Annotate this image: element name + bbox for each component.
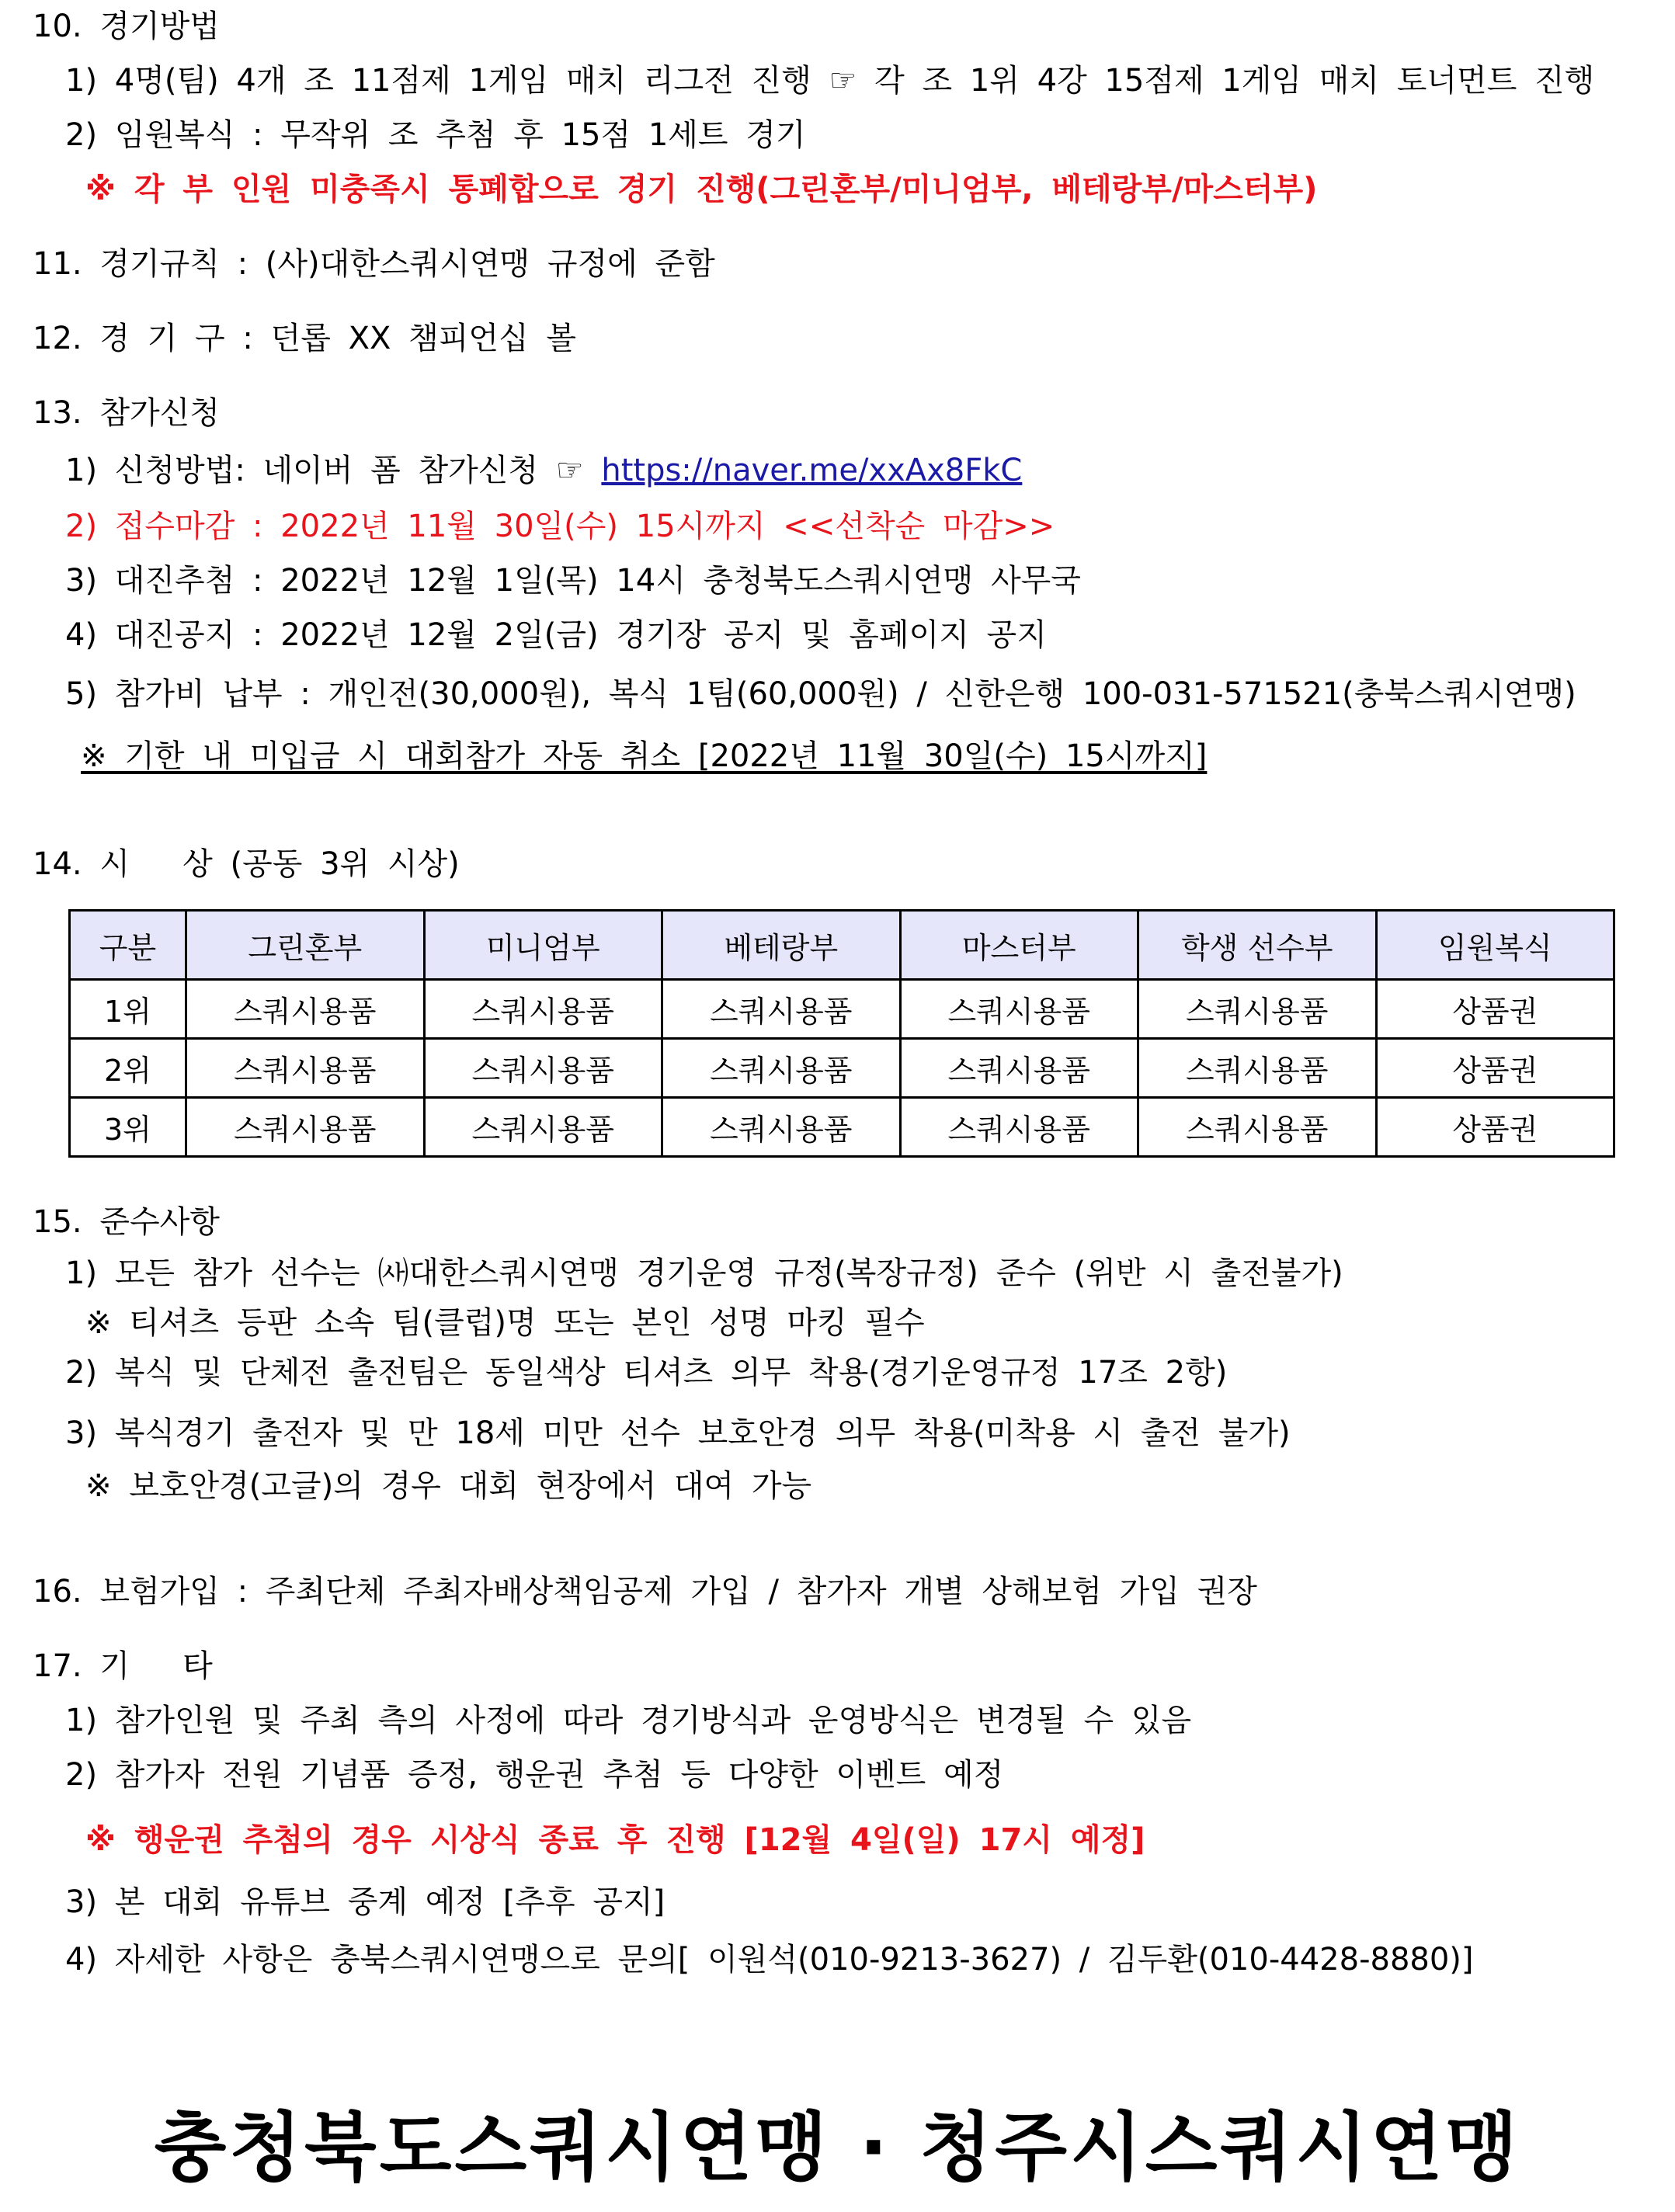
table-cell: 스쿼시용품	[900, 980, 1138, 1039]
section-10-note: ※ 각 부 인원 미충족시 통폐합으로 경기 진행(그린혼부/미니엄부, 베테랑부/마스터부)	[85, 172, 1318, 207]
section-17-title: 17. 기 타	[33, 1648, 213, 1684]
section-12-title: 12. 경 기 구 : 던롭 XX 챔피언십 볼	[33, 321, 577, 356]
section-17-item-4: 4) 자세한 사항은 충북스쿼시연맹으로 문의[ 이원석(010-9213-3627) / 김두환(010-4428-8880)]	[65, 1942, 1474, 1978]
section-15-item-3: 3) 복식경기 출전자 및 만 18세 미만 선수 보호안경 의무 착용(미착용 시 출전 불가)	[65, 1415, 1291, 1451]
table-cell: 스쿼시용품	[186, 1098, 425, 1157]
section-17-item-3: 3) 본 대회 유튜브 중계 예정 [추후 공지]	[65, 1884, 665, 1920]
section-15-note-2: ※ 보호안경(고글)의 경우 대회 현장에서 대여 가능	[85, 1468, 812, 1504]
section-13-note: ※ 기한 내 미입금 시 대회참가 자동 취소 [2022년 11월 30일(수) 15시까지]	[81, 738, 1208, 774]
table-cell: 스쿼시용품	[424, 980, 662, 1039]
section-13-item-1	[65, 450, 1022, 491]
section-17-item-2: 2) 참가자 전원 기념품 증정, 행운권 추첨 등 다양한 이벤트 예정	[65, 1757, 1004, 1793]
header-greenhorn: 그린혼부	[186, 911, 425, 980]
section-14-title: 14. 시 상 (공동 3위 시상)	[33, 846, 460, 882]
header-student: 학생 선수부	[1138, 911, 1377, 980]
table-cell: 스쿼시용품	[662, 1098, 901, 1157]
prize-table-header-row	[70, 911, 1614, 980]
signup-method-label: 1) 신청방법: 네이버 폼 참가신청 ☞	[65, 453, 602, 488]
section-15-item-2: 2) 복식 및 단체전 출전팀은 동일색상 티셔츠 의무 착용(경기운영규정 17조 2항)	[65, 1355, 1228, 1391]
section-15-note-1: ※ 티셔츠 등판 소속 팀(클럽)명 또는 본인 성명 마킹 필수	[85, 1305, 925, 1341]
table-cell: 스쿼시용품	[424, 1039, 662, 1098]
table-cell: 스쿼시용품	[186, 980, 425, 1039]
table-cell: 3위	[70, 1098, 186, 1157]
table-cell: 2위	[70, 1039, 186, 1098]
table-row	[70, 980, 1614, 1039]
section-16-title: 16. 보험가입 : 주최단체 주최자배상책임공제 가입 / 참가자 개별 상해보험 가입 권장	[33, 1574, 1257, 1610]
table-cell: 스쿼시용품	[186, 1039, 425, 1098]
table-cell: 1위	[70, 980, 186, 1039]
table-row	[70, 1039, 1614, 1098]
section-13-item-3: 3) 대진추첨 : 2022년 12월 1일(목) 14시 충청북도스쿼시연맹 사무국	[65, 563, 1081, 599]
section-15-title: 15. 준수사항	[33, 1204, 220, 1240]
section-10-item-1: 1) 4명(팀) 4개 조 11점제 1게임 매치 리그전 진행 ☞ 각 조 1위 4강 15점제 1게임 매치 토너먼트 진행	[65, 63, 1595, 99]
table-row	[70, 1098, 1614, 1157]
header-minium: 미니엄부	[424, 911, 662, 980]
table-cell: 상품권	[1376, 980, 1614, 1039]
organizer-footer: 충청북도스쿼시연맹 · 청주시스쿼시연맹	[154, 2104, 1521, 2191]
table-cell: 스쿼시용품	[1138, 980, 1377, 1039]
header-veteran: 베테랑부	[662, 911, 901, 980]
section-11-title: 11. 경기규칙 : (사)대한스쿼시연맹 규정에 준함	[33, 246, 715, 282]
table-cell: 스쿼시용품	[662, 1039, 901, 1098]
section-17-note: ※ 행운권 추첨의 경우 시상식 종료 후 진행 [12월 4일(일) 17시 예정]	[85, 1822, 1145, 1858]
table-cell: 스쿼시용품	[900, 1039, 1138, 1098]
header-category: 구분	[70, 911, 186, 980]
table-cell: 상품권	[1376, 1098, 1614, 1157]
header-officer-doubles: 임원복식	[1376, 911, 1614, 980]
table-cell: 상품권	[1376, 1039, 1614, 1098]
signup-form-link[interactable]: https://naver.me/xxAx8FkC	[601, 453, 1023, 488]
table-cell: 스쿼시용품	[424, 1098, 662, 1157]
section-13-title: 13. 참가신청	[33, 395, 220, 431]
table-cell: 스쿼시용품	[1138, 1098, 1377, 1157]
section-13-item-4: 4) 대진공지 : 2022년 12월 2일(금) 경기장 공지 및 홈페이지 공지	[65, 617, 1047, 653]
section-15-item-1: 1) 모든 참가 선수는 ㈔대한스쿼시연맹 경기운영 규정(복장규정) 준수 (위반 시 출전불가)	[65, 1255, 1343, 1291]
table-cell: 스쿼시용품	[662, 980, 901, 1039]
table-cell: 스쿼시용품	[900, 1098, 1138, 1157]
table-cell: 스쿼시용품	[1138, 1039, 1377, 1098]
header-master: 마스터부	[900, 911, 1138, 980]
section-17-item-1: 1) 참가인원 및 주최 측의 사정에 따라 경기방식과 운영방식은 변경될 수 있음	[65, 1703, 1192, 1738]
section-13-item-5: 5) 참가비 납부 : 개인전(30,000원), 복식 1팀(60,000원) / 신한은행 100-031-571521(충북스쿼시연맹)	[65, 676, 1576, 712]
section-13-item-2-deadline: 2) 접수마감 : 2022년 11월 30일(수) 15시까지 <<선착순 마감>>	[65, 509, 1055, 544]
section-10-item-2: 2) 임원복식 : 무작위 조 추첨 후 15점 1세트 경기	[65, 117, 806, 153]
section-10-title: 10. 경기방법	[33, 9, 220, 44]
prize-table	[68, 909, 1615, 1158]
